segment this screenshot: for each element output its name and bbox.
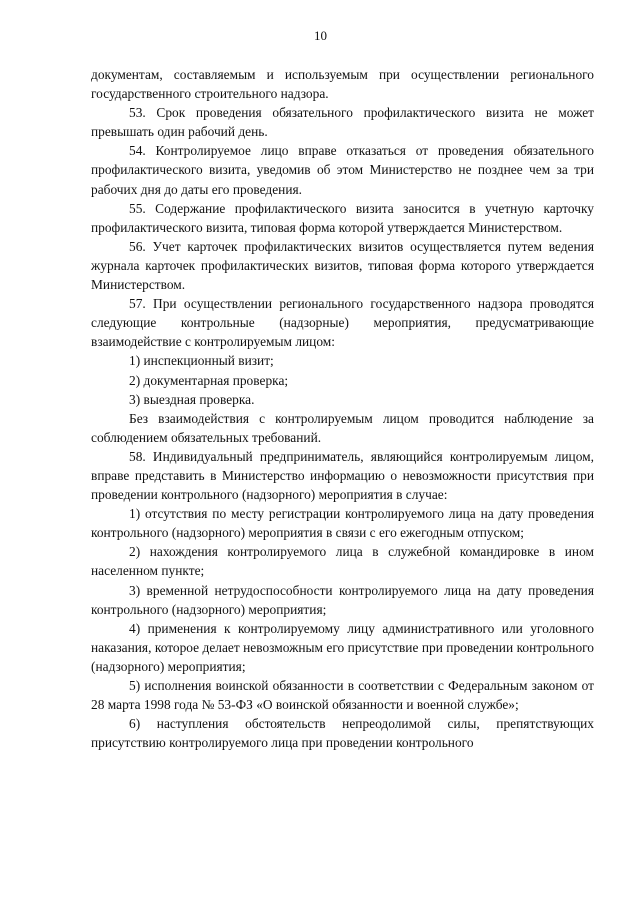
paragraph: 3) временной нетрудоспособности контролируемого лица на дату проведения контрольного (надзорного) мероприятия; <box>91 582 594 617</box>
paragraph: 1) отсутствия по месту регистрации контролируемого лица на дату проведения контрольного (надзорного) мероприятия в связи с его ежегодным отпуском; <box>91 506 594 541</box>
page-number: 10 <box>314 28 327 43</box>
paragraph: 56. Учет карточек профилактических визитов осуществляется путем ведения журнала карточек профилактических визитов, типовая форма которого утверждается Министерством. <box>91 238 594 293</box>
paragraph: 6) наступления обстоятельств непреодолимой силы, препятствующих присутствию контролируемого лица при проведении контрольного <box>91 716 594 751</box>
paragraph: 58. Индивидуальный предприниматель, являющийся контролируемым лицом, вправе представить в Министерство информацию о невозможности присутствия при проведении контрольного (надзорного) мероприятия в случае: <box>91 448 594 503</box>
paragraph: 3) выездная проверка. <box>129 391 255 407</box>
paragraph: 53. Срок проведения обязательного профилактического визита не может превышать один рабочий день. <box>91 105 594 140</box>
paragraph: 5) исполнения воинской обязанности в соответствии с Федеральным законом от 28 марта 1998 года № 53-ФЗ «О воинской обязанности и военной службе»; <box>91 678 594 713</box>
paragraph: Без взаимодействия с контролируемым лицом проводится наблюдение за соблюдением обязательных требований. <box>91 410 594 445</box>
paragraph: 2) нахождения контролируемого лица в служебной командировке в ином населенном пункте; <box>91 544 594 579</box>
paragraph: документам, составляемым и используемым при осуществлении регионального государственного строительного надзора. <box>91 67 594 102</box>
paragraph: 55. Содержание профилактического визита заносится в учетную карточку профилактического визита, типовая форма которой утверждается Министерством. <box>91 200 594 235</box>
document-body <box>91 65 594 752</box>
paragraph: 54. Контролируемое лицо вправе отказаться от проведения обязательного профилактического визита, уведомив об этом Министерство не позднее чем за три рабочих дня до даты его проведения. <box>91 143 594 197</box>
paragraph: 4) применения к контролируемому лицу административного или уголовного наказания, которое делает невозможным его присутствие при проведении контрольного (надзорного) мероприятия; <box>91 620 594 674</box>
paragraph: 57. При осуществлении регионального государственного надзора проводятся следующие контрольные (надзорные) мероприятия, предусматривающие взаимодействие с контролируемым лицом: <box>91 296 594 350</box>
paragraph: 2) документарная проверка; <box>129 372 289 388</box>
paragraph: 1) инспекционный визит; <box>129 353 274 369</box>
